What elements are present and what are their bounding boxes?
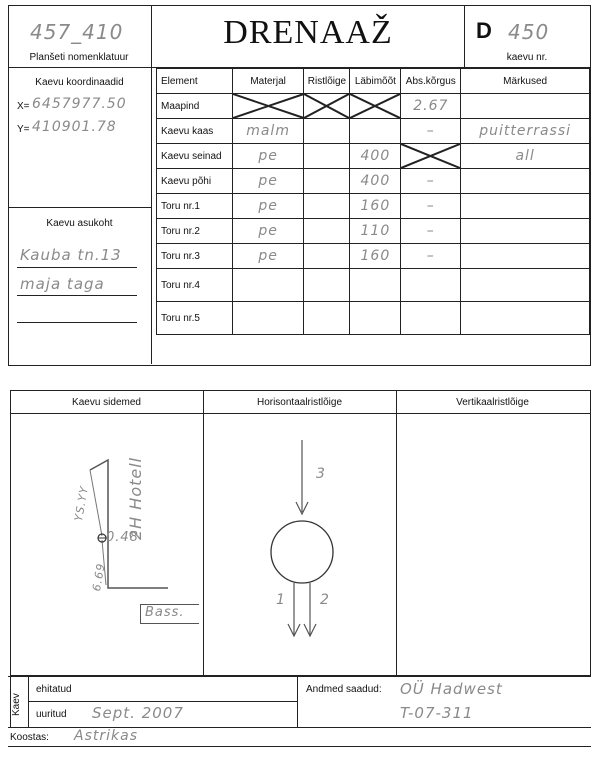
cell-element: Maapind <box>157 94 233 119</box>
cell-abs <box>401 269 461 302</box>
cell-ristloige <box>304 169 350 194</box>
footer-koostas-value: Astrikas <box>74 728 138 744</box>
label-bass: Bass. <box>145 605 185 620</box>
cell-labimoot: 400 <box>350 169 401 194</box>
cell-materjal: pe <box>232 194 304 219</box>
sketch-col-title-1: Kaevu sidemed <box>72 397 141 408</box>
cell-element: Toru nr.3 <box>157 244 233 269</box>
cell-abs: – <box>401 194 461 219</box>
cell-labimoot <box>350 302 401 335</box>
cross-out-mark <box>350 94 400 118</box>
cell-materjal: pe <box>232 244 304 269</box>
col-header-abs: Abs.kõrgus <box>401 69 461 94</box>
footer-mid-hline <box>28 701 297 702</box>
location-line1-underline <box>17 267 137 268</box>
sketch-col-title-3: Vertikaalristlõige <box>456 397 529 408</box>
cross-out-mark <box>401 144 460 168</box>
coords-title: Kaevu koordinaadid <box>35 77 124 88</box>
cell-markused <box>461 169 590 194</box>
cell-materjal: pe <box>232 169 304 194</box>
well-number-label: kaevu nr. <box>506 52 548 63</box>
cell-element: Toru nr.5 <box>157 302 233 335</box>
cell-labimoot: 400 <box>350 144 401 169</box>
table-row <box>157 219 590 244</box>
footer-mid-vline <box>297 676 298 727</box>
table-row <box>157 194 590 219</box>
cell-labimoot: 160 <box>350 244 401 269</box>
cell-ristloige <box>304 302 350 335</box>
label-dist3: 6.69 <box>90 561 108 593</box>
cell-ristloige <box>304 269 350 302</box>
cell-markused <box>461 269 590 302</box>
cell-materjal <box>232 302 304 335</box>
footer-ehitatud-label: ehitatud <box>36 684 72 695</box>
cell-markused <box>461 302 590 335</box>
sketch-divider-2 <box>396 390 397 676</box>
footer-uuritud-value: Sept. 2007 <box>92 704 184 722</box>
cell-element: Toru nr.2 <box>157 219 233 244</box>
cell-labimoot <box>350 94 401 119</box>
location-title: Kaevu asukoht <box>46 218 113 229</box>
cell-markused <box>461 244 590 269</box>
cell-element: Kaevu seinad <box>157 144 233 169</box>
cell-ristloige <box>304 244 350 269</box>
cell-markused: puitterrassi <box>461 119 590 144</box>
cell-labimoot <box>350 119 401 144</box>
footer-koostas-underline <box>8 746 591 747</box>
location-line1: Kauba tn.13 <box>20 246 122 264</box>
cell-materjal <box>232 269 304 302</box>
cell-ristloige <box>304 94 350 119</box>
cell-markused <box>461 194 590 219</box>
sketch-header-line <box>10 413 591 414</box>
cell-markused <box>461 94 590 119</box>
cell-abs: – <box>401 169 461 194</box>
cell-abs <box>401 144 461 169</box>
footer-uuritud-label: uuritud <box>36 709 67 720</box>
well-number: 450 <box>508 20 550 44</box>
footer-andmed-line2: T-07-311 <box>400 704 474 722</box>
page-title: DRENAAŽ <box>223 14 393 51</box>
col-header-markused: Märkused <box>461 69 590 94</box>
well-letter: D <box>476 18 492 43</box>
coord-y-label: Y= <box>17 124 30 135</box>
cell-markused: all <box>461 144 590 169</box>
table-row <box>157 302 590 335</box>
cell-element: Kaevu põhi <box>157 169 233 194</box>
cell-materjal: pe <box>232 219 304 244</box>
footer-andmed-line1: OÜ Hadwest <box>400 680 503 698</box>
col-header-element: Element <box>157 69 233 94</box>
location-line2-underline <box>17 295 137 296</box>
element-table <box>156 68 590 335</box>
arrow-label-3: 3 <box>316 466 326 482</box>
cell-ristloige <box>304 144 350 169</box>
location-line3-underline <box>17 322 137 323</box>
table-row <box>157 244 590 269</box>
cell-abs: 2.67 <box>401 94 461 119</box>
coord-y-value: 410901.78 <box>32 119 117 135</box>
cell-abs: – <box>401 219 461 244</box>
table-row <box>157 169 590 194</box>
cross-out-mark <box>233 94 304 118</box>
cell-labimoot <box>350 269 401 302</box>
cell-element: Kaevu kaas <box>157 119 233 144</box>
nomenclature-value: 457_410 <box>30 20 124 44</box>
label-dist1: YS.YY <box>72 484 91 523</box>
cell-element: Toru nr.4 <box>157 269 233 302</box>
cell-markused <box>461 219 590 244</box>
arrow-label-2: 2 <box>320 592 330 608</box>
footer-koostas-label: Koostas: <box>10 732 49 743</box>
sketch-col-title-2: Horisontaalristlõige <box>256 397 343 408</box>
col-header-labimoot: Läbimõõt <box>350 69 401 94</box>
label-hotell: 2H Hotell <box>126 456 145 540</box>
cell-materjal: pe <box>232 144 304 169</box>
cross-out-mark <box>304 94 349 118</box>
nomenclature-label: Planšeti nomenklatuur <box>29 52 129 63</box>
horizontal-section-sketch <box>240 440 360 650</box>
table-row <box>157 119 590 144</box>
cell-ristloige <box>304 194 350 219</box>
arrow-label-1: 1 <box>276 592 286 608</box>
cell-abs: – <box>401 119 461 144</box>
coord-x-value: 6457977.50 <box>32 96 127 112</box>
cell-ristloige <box>304 219 350 244</box>
label-dist2: 0.48 <box>106 530 139 545</box>
cell-materjal: malm <box>232 119 304 144</box>
table-row <box>157 94 590 119</box>
table-row <box>157 144 590 169</box>
col-header-ristloige: Ristlõige <box>304 69 350 94</box>
location-line2: maja taga <box>20 275 105 293</box>
footer-andmed-label: Andmed saadud: <box>306 684 382 695</box>
coords-location-divider <box>8 207 151 208</box>
cell-abs: – <box>401 244 461 269</box>
footer-kaev-label: Kaev <box>11 693 22 716</box>
cell-abs <box>401 302 461 335</box>
cell-labimoot: 160 <box>350 194 401 219</box>
cell-element: Toru nr.1 <box>157 194 233 219</box>
cell-ristloige <box>304 119 350 144</box>
coord-x-label: X= <box>17 101 30 112</box>
table-row <box>157 269 590 302</box>
cell-materjal <box>232 94 304 119</box>
cell-labimoot: 110 <box>350 219 401 244</box>
col-header-materjal: Materjal <box>232 69 304 94</box>
